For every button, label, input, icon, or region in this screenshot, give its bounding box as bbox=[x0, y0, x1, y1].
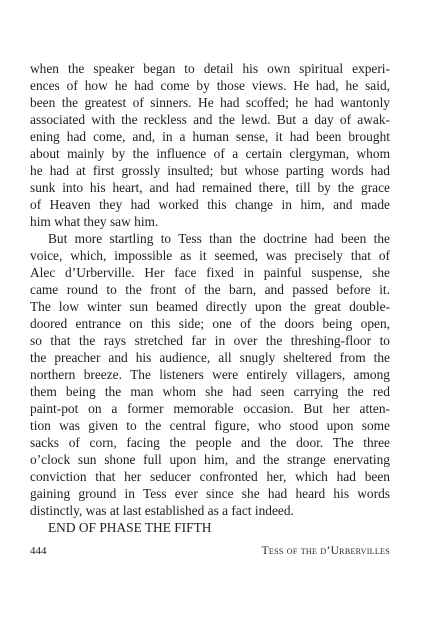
text-line: the preacher and his audience, all snugly sheltered from the bbox=[30, 350, 390, 365]
text-line: been the greatest of sinners. He had scoffed; he had wantonly bbox=[30, 95, 390, 110]
text-line: of Heaven they had worked this change in him, and made bbox=[30, 197, 390, 212]
text-line: distinctly, was at last established as a fact indeed. bbox=[30, 503, 294, 518]
text-line: so that the rays stretched far in over the threshing-floor to bbox=[30, 333, 390, 348]
text-line: when the speaker began to detail his own spiritual experi- bbox=[30, 61, 390, 76]
phase-end-heading: END OF PHASE THE FIFTH bbox=[48, 520, 212, 535]
page-number: 444 bbox=[30, 545, 47, 557]
text-line: he had at first grossly insulted; but whose parting words had bbox=[30, 163, 390, 178]
text-line: o’clock sun shone full upon him, and the strange enervating bbox=[30, 452, 390, 467]
text-line: conviction that her seducer confronted her, which had been bbox=[30, 469, 390, 484]
text-line: The low winter sun beamed directly upon the great double- bbox=[30, 299, 390, 314]
text-line: them being the man whom she had seen carrying the red bbox=[30, 384, 390, 399]
text-line: northern breeze. The listeners were entirely villagers, among bbox=[30, 367, 390, 382]
text-line: sunk into his heart, and had remained there, till by the grace bbox=[30, 180, 390, 195]
body-text bbox=[30, 60, 390, 536]
text-line: voice, which, impossible as it seemed, was precisely that of bbox=[30, 248, 390, 263]
page-footer bbox=[30, 543, 390, 559]
text-line: sacks of corn, facing the people and the door. The three bbox=[30, 435, 390, 450]
text-line: came round to the front of the barn, and passed before it. bbox=[30, 282, 390, 297]
text-line: associated with the reckless and the lewd. But a day of awak- bbox=[30, 112, 390, 127]
text-line: Alec d’Urberville. Her face fixed in painful suspense, she bbox=[30, 265, 390, 280]
text-line: doored entrance on this side; one of the doors being open, bbox=[30, 316, 390, 331]
text-line: paint-pot on a former memorable occasion. But her atten- bbox=[30, 401, 390, 416]
text-line: gaining ground in Tess ever since she had heard his words bbox=[30, 486, 390, 501]
text-line: about mainly by the influence of a certain clergyman, whom bbox=[30, 146, 390, 161]
text-line: tion was given to the central figure, who stood upon some bbox=[30, 418, 390, 433]
text-line: ening had come, and, in a human sense, it had been brought bbox=[30, 129, 390, 144]
text-line: ences of how he had come by those views. He had, he said, bbox=[30, 78, 390, 93]
paragraph-start-line: But more startling to Tess than the doctrine had been the bbox=[48, 231, 390, 246]
text-line: him what they saw him. bbox=[30, 214, 159, 229]
running-title: Tess of the d’Urbervilles bbox=[261, 545, 390, 557]
